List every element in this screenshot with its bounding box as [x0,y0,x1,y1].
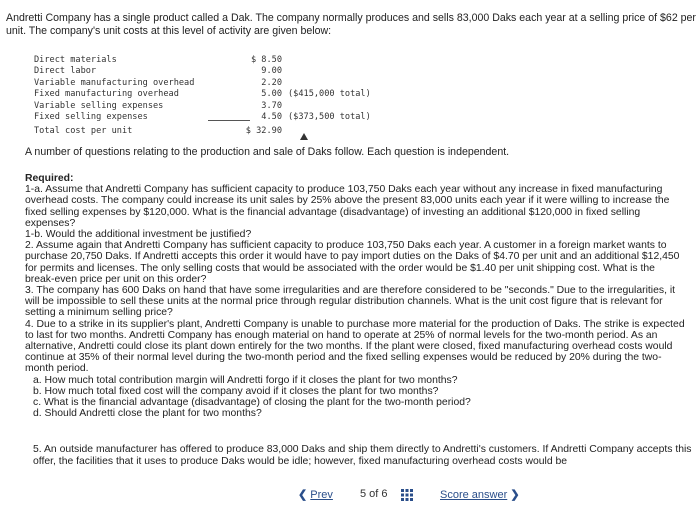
cost-amount: $ 32.90 [245,126,282,137]
required-heading: Required: [25,173,74,184]
cost-label: Fixed selling expenses [34,111,148,122]
question-1b: 1-b. Would the additional investment be justified? [25,229,252,241]
cost-label: Variable selling expenses [34,100,164,111]
cost-label: Total cost per unit [34,126,133,137]
cost-amount: 2.20 [261,77,282,88]
cost-amount: 3.70 [261,100,282,111]
chevron-right-icon: ❯ [510,489,520,501]
cost-note: ($415,000 total) [288,89,371,100]
grid-icon[interactable] [401,489,413,501]
question-1a: 1-a. Assume that Andretti Company has sufficient capacity to produce 103,750 Daks each year without any increase in fixed manufacturing overhead costs. The company could increase its unit sales by 25% above the present 83,000 units each year if it were willing to increase the fixed selling expenses by $120,000. What is the financial advantage (disadvantage) of investing an additional $120,000 in fixed selling expenses? [25,184,670,229]
score-answer-label: Score answer [440,489,508,501]
cost-label: Direct labor [34,66,97,77]
prev-button[interactable] [292,486,339,503]
cost-label: Fixed manufacturing overhead [34,89,179,100]
question-4: 4. Due to a strike in its supplier's plant, Andretti Company is unable to purchase more material for the production of Daks. The strike is expected to last for two months. Andretti Company has enough material on hand to operate at 25% of normal levels for the two-month period. As an alternative, Andretti could close its plant down entirely for the two months. If the plant were closed, fixed manufacturing overhead costs would continue at 35% of their normal level during the two-month period and the fixed selling expenses would be reduced by 20% during the two-month period. [25,318,685,375]
cost-note: ($373,500 total) [288,111,371,122]
cost-amount: 5.00 [261,89,282,100]
score-answer-button[interactable] [440,488,520,501]
required-section [25,173,687,419]
cost-label: Variable manufacturing overhead [34,77,195,88]
problem-intro: Andretti Company has a single product called a Dak. The company normally produces and sells 83,000 Daks each year at a selling price of $62 per unit. The company's unit costs at this level of activity are given below: [6,12,696,37]
followup-text: A number of questions relating to the production and sale of Daks follow. Each question is independent. [25,146,510,158]
cost-amount: 4.50 [261,111,282,122]
question-navigation [0,486,700,506]
question-4a: a. How much total contribution margin will Andretti forgo if it closes the plant for two months? [33,374,458,386]
question-3: 3. The company has 600 Daks on hand that have some irregularities and are therefore considered to be "seconds." Due to the irregularities, it will be impossible to sell these units at the normal price through regular distribution channels. What is the unit cost figure that is relevant for setting a minimum selling price? [25,285,676,319]
chevron-left-icon: ❮ [298,489,308,501]
question-4c: c. What is the financial advantage (disadvantage) of closing the plant for the two-month period? [33,397,471,409]
page-indicator: 5 of 6 [360,488,388,500]
mouse-cursor-icon [300,133,308,140]
total-rule [208,120,250,121]
cost-label: Direct materials [34,55,117,65]
cost-amount: 9.00 [261,66,282,77]
question-4d: d. Should Andretti close the plant for two months? [33,408,262,420]
question-2: 2. Assume again that Andretti Company has sufficient capacity to produce 103,750 Daks each year. A customer in a foreign market wants to purchase 20,750 Daks. If Andretti accepts this order it would have to pay import duties on the Daks of $4.70 per unit and an additional $12,450 for permits and licenses. The only selling costs that would be associated with the order would be $1.40 per unit shipping cost. What is the break-even price per unit on this order? [25,240,680,285]
cost-amount: $ 8.50 [250,55,282,65]
prev-label: Prev [310,489,333,501]
question-4b: b. How much total fixed cost will the company avoid if it closes the plant for two months? [33,385,439,397]
question-5: 5. An outside manufacturer has offered to produce 83,000 Daks and ship them directly to Andretti's customers. If Andretti Company accepts this offer, the facilities that it uses to produce Daks would be idle; however, fixed manufacturing overhead costs would be [33,444,692,467]
